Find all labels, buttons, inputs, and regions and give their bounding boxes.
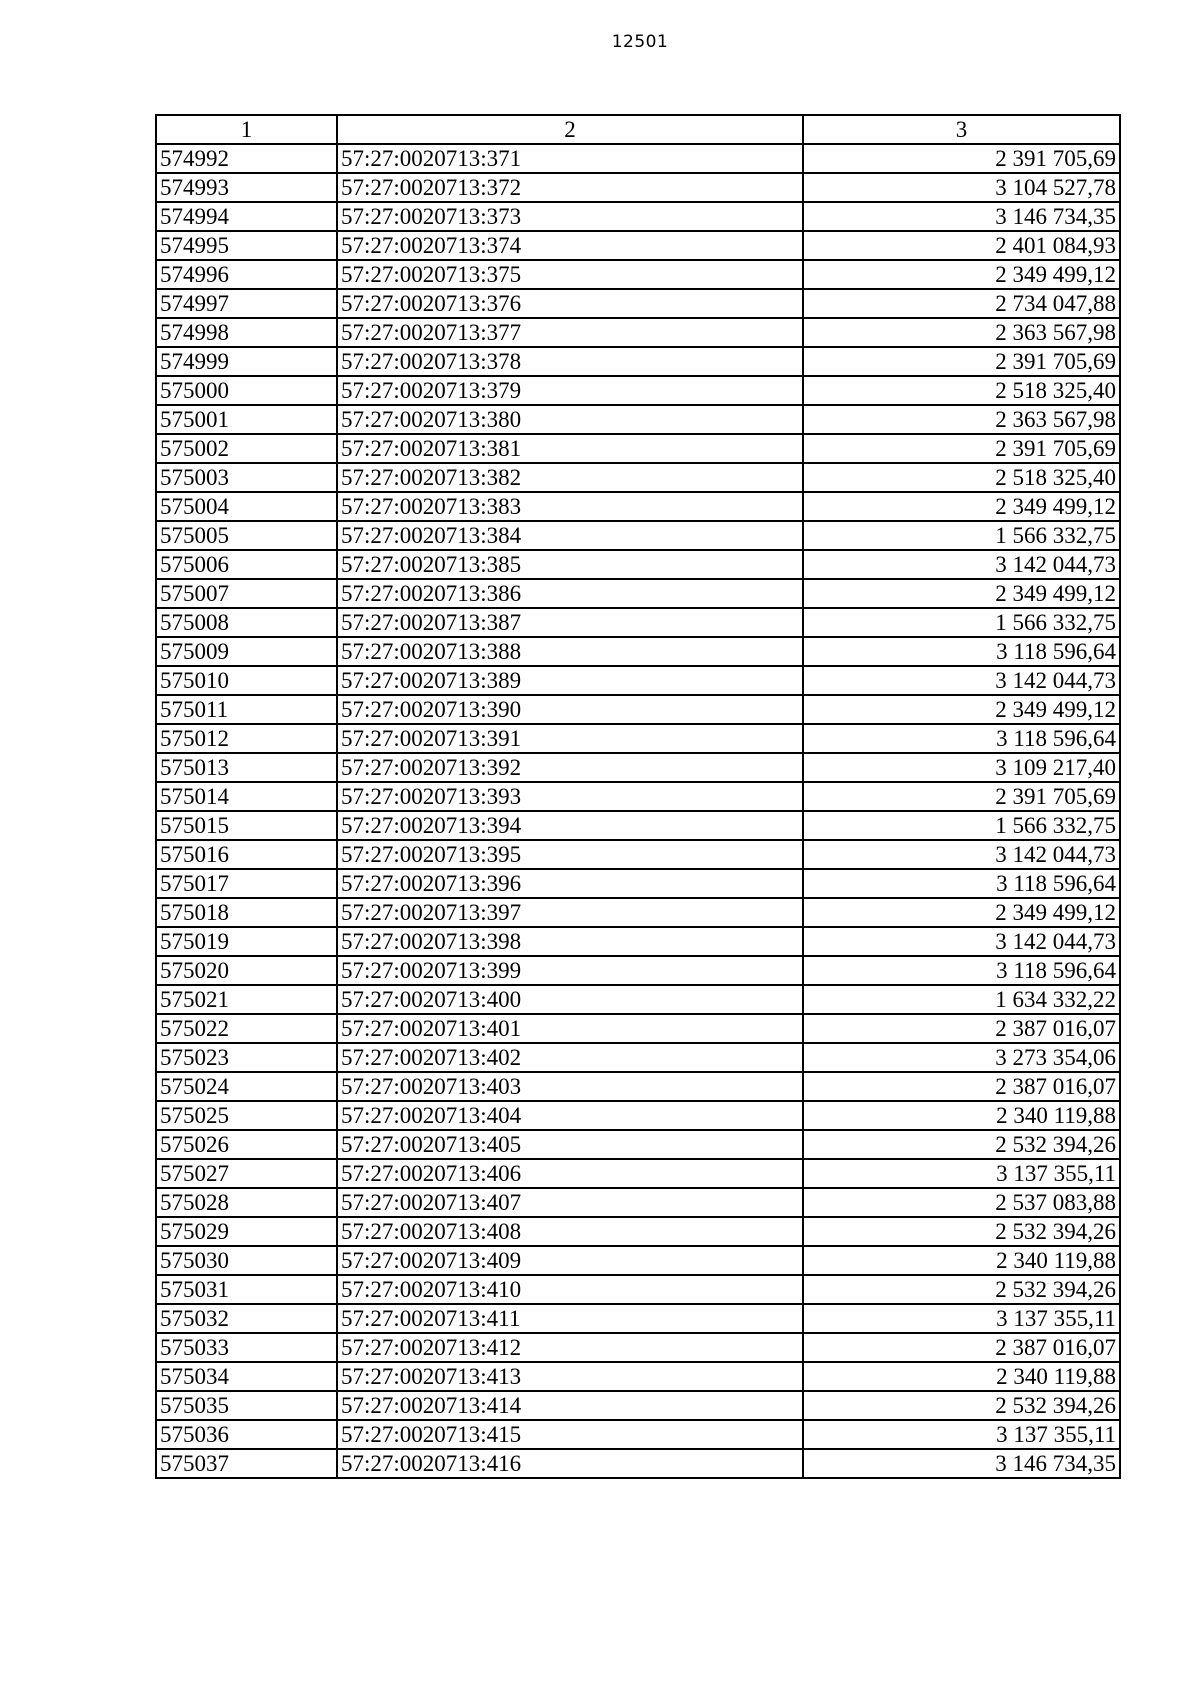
row-id-cell: 575037 <box>156 1449 337 1478</box>
amount-cell: 3 146 734,35 <box>803 1449 1120 1478</box>
amount-cell: 3 137 355,11 <box>803 1159 1120 1188</box>
amount-cell: 2 532 394,26 <box>803 1391 1120 1420</box>
cadastral-number-cell: 57:27:0020713:386 <box>337 579 803 608</box>
amount-cell: 2 363 567,98 <box>803 318 1120 347</box>
amount-cell: 3 273 354,06 <box>803 1043 1120 1072</box>
table-row <box>156 724 1120 753</box>
row-id-cell: 574994 <box>156 202 337 231</box>
table-row <box>156 1188 1120 1217</box>
cadastral-number-cell: 57:27:0020713:377 <box>337 318 803 347</box>
row-id-cell: 575014 <box>156 782 337 811</box>
cadastral-number-cell: 57:27:0020713:384 <box>337 521 803 550</box>
amount-cell: 2 518 325,40 <box>803 463 1120 492</box>
amount-cell: 2 349 499,12 <box>803 492 1120 521</box>
row-id-cell: 575002 <box>156 434 337 463</box>
row-id-cell: 575020 <box>156 956 337 985</box>
cadastral-number-cell: 57:27:0020713:391 <box>337 724 803 753</box>
row-id-cell: 575015 <box>156 811 337 840</box>
table-row <box>156 289 1120 318</box>
cadastral-number-cell: 57:27:0020713:385 <box>337 550 803 579</box>
table-row <box>156 1159 1120 1188</box>
row-id-cell: 575000 <box>156 376 337 405</box>
row-id-cell: 575022 <box>156 1014 337 1043</box>
table-row <box>156 811 1120 840</box>
row-id-cell: 575035 <box>156 1391 337 1420</box>
cadastral-number-cell: 57:27:0020713:403 <box>337 1072 803 1101</box>
amount-cell: 3 137 355,11 <box>803 1304 1120 1333</box>
cadastral-number-cell: 57:27:0020713:402 <box>337 1043 803 1072</box>
cadastral-number-cell: 57:27:0020713:410 <box>337 1275 803 1304</box>
row-id-cell: 575016 <box>156 840 337 869</box>
row-id-cell: 575021 <box>156 985 337 1014</box>
table-row <box>156 666 1120 695</box>
row-id-cell: 575023 <box>156 1043 337 1072</box>
row-id-cell: 574993 <box>156 173 337 202</box>
table-row <box>156 1072 1120 1101</box>
amount-cell: 3 118 596,64 <box>803 724 1120 753</box>
table-row <box>156 840 1120 869</box>
column-header-2: 2 <box>337 115 803 144</box>
amount-cell: 2 363 567,98 <box>803 405 1120 434</box>
amount-cell: 3 118 596,64 <box>803 637 1120 666</box>
table-row <box>156 1449 1120 1478</box>
row-id-cell: 575006 <box>156 550 337 579</box>
row-id-cell: 575036 <box>156 1420 337 1449</box>
amount-cell: 3 142 044,73 <box>803 666 1120 695</box>
table-row <box>156 521 1120 550</box>
row-id-cell: 575007 <box>156 579 337 608</box>
amount-cell: 1 566 332,75 <box>803 608 1120 637</box>
amount-cell: 1 566 332,75 <box>803 521 1120 550</box>
column-header-1: 1 <box>156 115 337 144</box>
table-row <box>156 1101 1120 1130</box>
table-row <box>156 1130 1120 1159</box>
cadastral-number-cell: 57:27:0020713:379 <box>337 376 803 405</box>
row-id-cell: 575013 <box>156 753 337 782</box>
row-id-cell: 575030 <box>156 1246 337 1275</box>
data-table <box>155 114 1121 1479</box>
row-id-cell: 574998 <box>156 318 337 347</box>
row-id-cell: 575027 <box>156 1159 337 1188</box>
cadastral-number-cell: 57:27:0020713:409 <box>337 1246 803 1275</box>
row-id-cell: 575009 <box>156 637 337 666</box>
row-id-cell: 575028 <box>156 1188 337 1217</box>
cadastral-number-cell: 57:27:0020713:411 <box>337 1304 803 1333</box>
row-id-cell: 574997 <box>156 289 337 318</box>
cadastral-number-cell: 57:27:0020713:389 <box>337 666 803 695</box>
amount-cell: 2 349 499,12 <box>803 260 1120 289</box>
table-row <box>156 1420 1120 1449</box>
cadastral-number-cell: 57:27:0020713:392 <box>337 753 803 782</box>
row-id-cell: 575025 <box>156 1101 337 1130</box>
amount-cell: 1 566 332,75 <box>803 811 1120 840</box>
cadastral-number-cell: 57:27:0020713:405 <box>337 1130 803 1159</box>
cadastral-number-cell: 57:27:0020713:371 <box>337 144 803 173</box>
amount-cell: 3 146 734,35 <box>803 202 1120 231</box>
table-row <box>156 376 1120 405</box>
cadastral-number-cell: 57:27:0020713:373 <box>337 202 803 231</box>
cadastral-number-cell: 57:27:0020713:416 <box>337 1449 803 1478</box>
cadastral-number-cell: 57:27:0020713:372 <box>337 173 803 202</box>
amount-cell: 3 118 596,64 <box>803 869 1120 898</box>
table-row <box>156 231 1120 260</box>
table-header <box>156 115 1120 144</box>
amount-cell: 2 734 047,88 <box>803 289 1120 318</box>
table-row <box>156 1362 1120 1391</box>
cadastral-number-cell: 57:27:0020713:388 <box>337 637 803 666</box>
table-row <box>156 492 1120 521</box>
amount-cell: 2 401 084,93 <box>803 231 1120 260</box>
amount-cell: 2 391 705,69 <box>803 782 1120 811</box>
cadastral-number-cell: 57:27:0020713:375 <box>337 260 803 289</box>
row-id-cell: 574996 <box>156 260 337 289</box>
table-row <box>156 1275 1120 1304</box>
cadastral-number-cell: 57:27:0020713:413 <box>337 1362 803 1391</box>
row-id-cell: 575010 <box>156 666 337 695</box>
cadastral-number-cell: 57:27:0020713:399 <box>337 956 803 985</box>
row-id-cell: 575008 <box>156 608 337 637</box>
amount-cell: 3 137 355,11 <box>803 1420 1120 1449</box>
table-row <box>156 318 1120 347</box>
amount-cell: 2 518 325,40 <box>803 376 1120 405</box>
amount-cell: 3 109 217,40 <box>803 753 1120 782</box>
table-row <box>156 1304 1120 1333</box>
table-row <box>156 463 1120 492</box>
table-row <box>156 753 1120 782</box>
row-id-cell: 575032 <box>156 1304 337 1333</box>
table-row <box>156 927 1120 956</box>
cadastral-number-cell: 57:27:0020713:378 <box>337 347 803 376</box>
amount-cell: 2 532 394,26 <box>803 1275 1120 1304</box>
cadastral-number-cell: 57:27:0020713:407 <box>337 1188 803 1217</box>
row-id-cell: 575031 <box>156 1275 337 1304</box>
row-id-cell: 575003 <box>156 463 337 492</box>
row-id-cell: 575034 <box>156 1362 337 1391</box>
cadastral-number-cell: 57:27:0020713:393 <box>337 782 803 811</box>
row-id-cell: 575029 <box>156 1217 337 1246</box>
table-row <box>156 173 1120 202</box>
cadastral-number-cell: 57:27:0020713:398 <box>337 927 803 956</box>
cadastral-number-cell: 57:27:0020713:396 <box>337 869 803 898</box>
row-id-cell: 574995 <box>156 231 337 260</box>
cadastral-number-cell: 57:27:0020713:400 <box>337 985 803 1014</box>
amount-cell: 2 349 499,12 <box>803 695 1120 724</box>
cadastral-number-cell: 57:27:0020713:412 <box>337 1333 803 1362</box>
table-row <box>156 202 1120 231</box>
row-id-cell: 575018 <box>156 898 337 927</box>
table-row <box>156 985 1120 1014</box>
row-id-cell: 574992 <box>156 144 337 173</box>
amount-cell: 2 340 119,88 <box>803 1101 1120 1130</box>
cadastral-number-cell: 57:27:0020713:374 <box>337 231 803 260</box>
amount-cell: 2 349 499,12 <box>803 579 1120 608</box>
table-row <box>156 1043 1120 1072</box>
cadastral-number-cell: 57:27:0020713:414 <box>337 1391 803 1420</box>
table-row <box>156 1391 1120 1420</box>
cadastral-number-cell: 57:27:0020713:380 <box>337 405 803 434</box>
row-id-cell: 575012 <box>156 724 337 753</box>
amount-cell: 2 532 394,26 <box>803 1130 1120 1159</box>
amount-cell: 2 532 394,26 <box>803 1217 1120 1246</box>
amount-cell: 3 142 044,73 <box>803 550 1120 579</box>
cadastral-number-cell: 57:27:0020713:401 <box>337 1014 803 1043</box>
row-id-cell: 575017 <box>156 869 337 898</box>
table-row <box>156 405 1120 434</box>
row-id-cell: 574999 <box>156 347 337 376</box>
table-body <box>156 144 1120 1478</box>
amount-cell: 2 391 705,69 <box>803 434 1120 463</box>
amount-cell: 3 142 044,73 <box>803 840 1120 869</box>
cadastral-number-cell: 57:27:0020713:383 <box>337 492 803 521</box>
table-row <box>156 1246 1120 1275</box>
cadastral-number-cell: 57:27:0020713:415 <box>337 1420 803 1449</box>
table-row <box>156 1217 1120 1246</box>
table-row <box>156 956 1120 985</box>
table-row <box>156 1333 1120 1362</box>
row-id-cell: 575019 <box>156 927 337 956</box>
table-row <box>156 637 1120 666</box>
row-id-cell: 575026 <box>156 1130 337 1159</box>
cadastral-number-cell: 57:27:0020713:408 <box>337 1217 803 1246</box>
table-row <box>156 608 1120 637</box>
amount-cell: 2 387 016,07 <box>803 1072 1120 1101</box>
cadastral-number-cell: 57:27:0020713:395 <box>337 840 803 869</box>
row-id-cell: 575033 <box>156 1333 337 1362</box>
amount-cell: 3 118 596,64 <box>803 956 1120 985</box>
amount-cell: 2 349 499,12 <box>803 898 1120 927</box>
cadastral-number-cell: 57:27:0020713:404 <box>337 1101 803 1130</box>
table-row <box>156 782 1120 811</box>
table-row <box>156 869 1120 898</box>
amount-cell: 2 387 016,07 <box>803 1014 1120 1043</box>
column-header-3: 3 <box>803 115 1120 144</box>
row-id-cell: 575005 <box>156 521 337 550</box>
cadastral-number-cell: 57:27:0020713:376 <box>337 289 803 318</box>
row-id-cell: 575011 <box>156 695 337 724</box>
table-header-row <box>156 115 1120 144</box>
cadastral-number-cell: 57:27:0020713:397 <box>337 898 803 927</box>
cadastral-number-cell: 57:27:0020713:381 <box>337 434 803 463</box>
cadastral-number-cell: 57:27:0020713:406 <box>337 1159 803 1188</box>
amount-cell: 2 340 119,88 <box>803 1362 1120 1391</box>
table-row <box>156 550 1120 579</box>
amount-cell: 2 387 016,07 <box>803 1333 1120 1362</box>
table-row <box>156 434 1120 463</box>
cadastral-number-cell: 57:27:0020713:382 <box>337 463 803 492</box>
table-row <box>156 260 1120 289</box>
table-row <box>156 579 1120 608</box>
amount-cell: 2 391 705,69 <box>803 347 1120 376</box>
row-id-cell: 575004 <box>156 492 337 521</box>
cadastral-number-cell: 57:27:0020713:394 <box>337 811 803 840</box>
amount-cell: 2 391 705,69 <box>803 144 1120 173</box>
amount-cell: 1 634 332,22 <box>803 985 1120 1014</box>
amount-cell: 3 142 044,73 <box>803 927 1120 956</box>
table-row <box>156 1014 1120 1043</box>
amount-cell: 3 104 527,78 <box>803 173 1120 202</box>
amount-cell: 2 537 083,88 <box>803 1188 1120 1217</box>
table-row <box>156 347 1120 376</box>
row-id-cell: 575001 <box>156 405 337 434</box>
cadastral-number-cell: 57:27:0020713:390 <box>337 695 803 724</box>
row-id-cell: 575024 <box>156 1072 337 1101</box>
amount-cell: 2 340 119,88 <box>803 1246 1120 1275</box>
table-row <box>156 695 1120 724</box>
page-number: 12501 <box>611 32 669 52</box>
table-row <box>156 144 1120 173</box>
cadastral-number-cell: 57:27:0020713:387 <box>337 608 803 637</box>
table-row <box>156 898 1120 927</box>
